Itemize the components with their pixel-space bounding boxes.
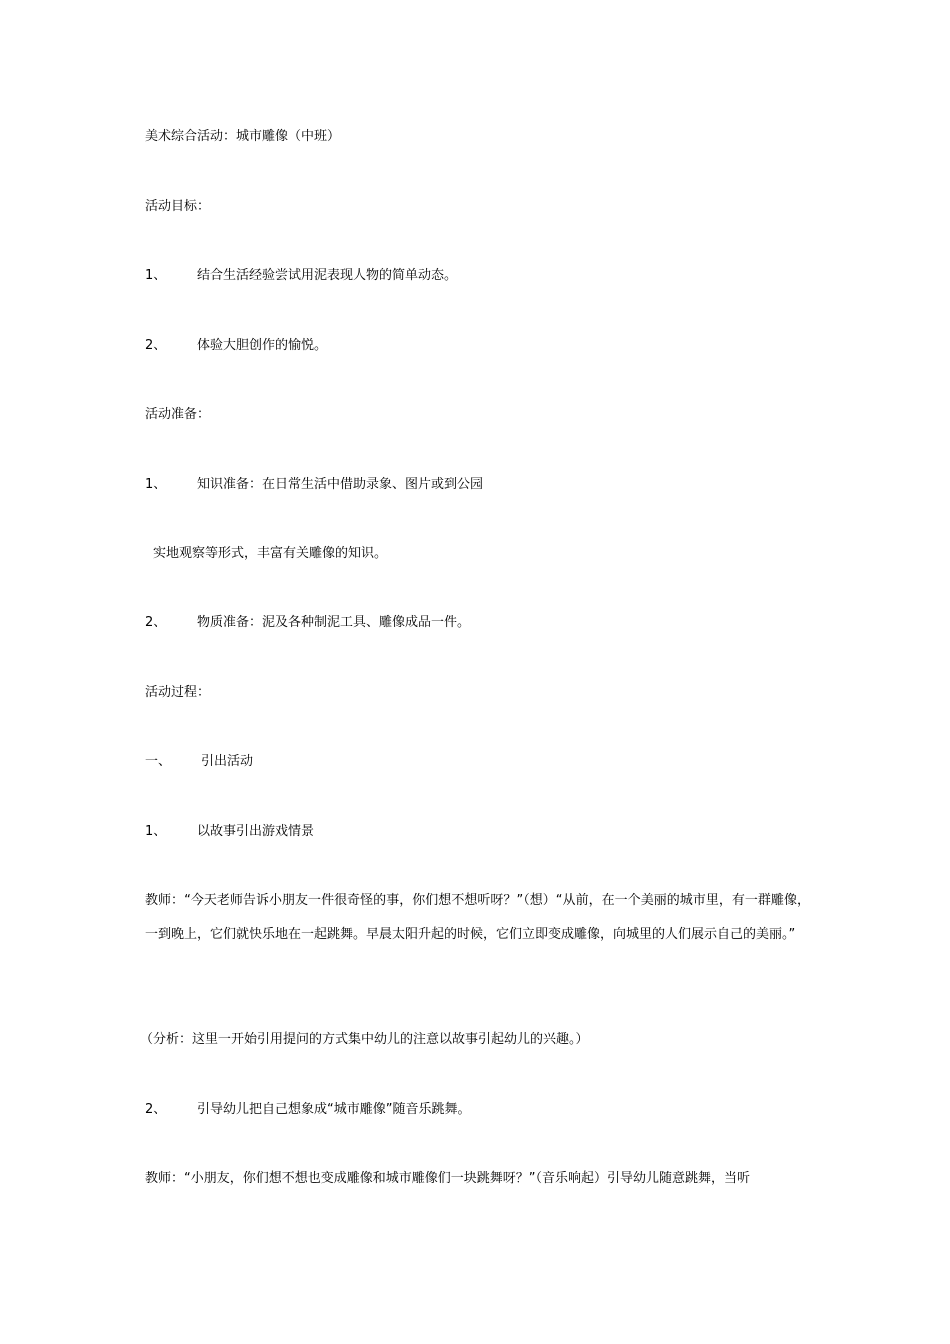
goal-text: 结合生活经验尝试用泥表现人物的简单动态。: [197, 268, 458, 283]
prep-item-1-continuation: 实地观察等形式，丰富有关雕像的知识。: [153, 546, 388, 561]
step-2: [145, 1100, 470, 1120]
goal-item-2: [145, 336, 327, 356]
section-text: 引出活动: [201, 754, 254, 769]
step-number: 2、: [145, 1102, 167, 1117]
section-number: 一、: [145, 754, 172, 769]
prep-heading: 活动准备：: [145, 407, 211, 422]
step-number: 1、: [145, 824, 167, 839]
goal-text: 体验大胆创作的愉悦。: [197, 338, 328, 353]
step-text: 以故事引出游戏情景: [197, 824, 315, 839]
document-title: 美术综合活动：城市雕像（中班）: [145, 129, 341, 144]
step-text: 引导幼儿把自己想象成“城市雕像”随音乐跳舞。: [197, 1102, 471, 1117]
prep-number: 2、: [145, 615, 167, 630]
prep-item-1: [145, 475, 483, 495]
goal-number: 2、: [145, 338, 167, 353]
prep-text: 物质准备：泥及各种制泥工具、雕像成品一件。: [197, 615, 471, 630]
process-heading: 活动过程：: [145, 685, 211, 700]
analysis-paragraph: （分析：这里一开始引用提问的方式集中幼儿的注意以故事引起幼儿的兴趣。）: [140, 1032, 589, 1047]
goal-number: 1、: [145, 268, 167, 283]
prep-number: 1、: [145, 477, 167, 492]
section-1-heading: [145, 752, 253, 772]
teacher-paragraph-1: 教师：“今天老师告诉小朋友一件很奇怪的事，你们想不想听呀？”（想）“从前，在一个美丽的城市里，有一群雕像，一到晚上，它们就快乐地在一起跳舞。早晨太阳升起的时候，它们立即变成雕像，向城里的人们展示自己的美丽。”: [145, 893, 810, 942]
step-1: [145, 822, 314, 842]
teacher-paragraph-2: 教师：“小朋友，你们想不想也变成雕像和城市雕像们一块跳舞呀？”（音乐响起）引导幼儿随意跳舞，当听: [145, 1171, 750, 1186]
goal-item-1: [145, 266, 457, 286]
prep-item-2: [145, 613, 470, 633]
prep-text: 知识准备：在日常生活中借助录象、图片或到公园: [197, 477, 484, 492]
goals-heading: 活动目标：: [145, 199, 211, 214]
